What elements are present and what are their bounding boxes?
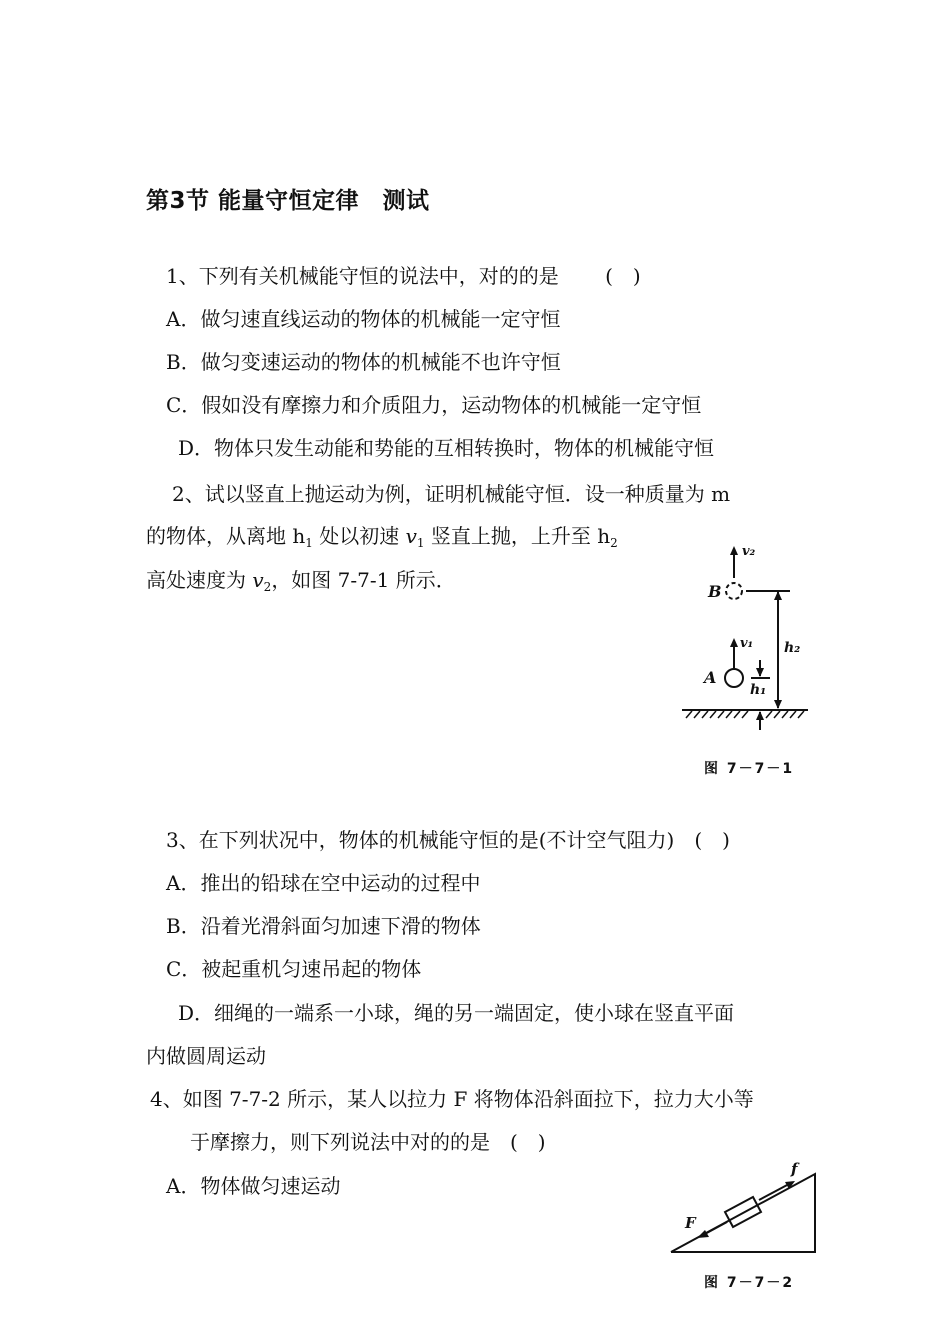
q3-option-d-line-1: D．细绳的一端系一小球，绳的另一端固定，使小球在竖直平面 — [178, 1001, 735, 1025]
q3-stem: 3、在下列状况中，物体的机械能守恒的是(不计空气阻力) ( ) — [166, 828, 730, 852]
figure-7-7-1-caption: 图 7－7－1 — [704, 761, 795, 777]
label-f: f — [791, 1160, 798, 1178]
q3-option-a: A．推出的铅球在空中运动的过程中 — [166, 871, 481, 895]
label-h2: h₂ — [784, 640, 801, 656]
q2-line-3: 高处速度为 $v_2$，如图 7-7-1 所示． — [146, 568, 456, 594]
figure-7-7-2 — [665, 1160, 825, 1260]
q3-option-c: C．被起重机匀速吊起的物体 — [166, 957, 422, 981]
q4-option-a: A．物体做匀速运动 — [166, 1174, 341, 1198]
label-v1: v₁ — [740, 636, 754, 651]
label-A: A — [704, 668, 717, 687]
label-v2: v₂ — [742, 544, 756, 559]
q4-line-1: 4、如图 7-7-2 所示，某人以拉力 F 将物体沿斜面拉下，拉力大小等 — [150, 1087, 754, 1111]
q4-line-2: 于摩擦力，则下列说法中对的的是 ( ) — [190, 1130, 546, 1154]
label-B: B — [708, 582, 722, 601]
page-title: 第3节 能量守恒定律 测试 — [146, 188, 430, 214]
q2-line-1: 2、试以竖直上抛运动为例，证明机械能守恒．设一种质量为 m — [172, 482, 731, 506]
label-F: F — [685, 1214, 696, 1232]
q2-line-2: 的物体，从离地 $h_1$ 处以初速 $v_1$ 竖直上抛，上升至 $h_2$ — [146, 524, 618, 550]
q1-stem: 1、下列有关机械能守恒的说法中，对的的是 ( ) — [166, 264, 641, 288]
figure-7-7-1 — [680, 540, 820, 730]
q3-option-b: B．沿着光滑斜面匀加速下滑的物体 — [166, 914, 481, 938]
q1-option-c: C．假如没有摩擦力和介质阻力，运动物体的机械能一定守恒 — [166, 393, 702, 417]
label-h1: h₁ — [750, 682, 767, 698]
q1-option-b: B．做匀变速运动的物体的机械能不也许守恒 — [166, 350, 561, 374]
q1-option-a: A．做匀速直线运动的物体的机械能一定守恒 — [166, 307, 561, 331]
q3-option-d-line-2: 内做圆周运动 — [146, 1044, 266, 1068]
figure-7-7-2-caption: 图 7－7－2 — [704, 1275, 795, 1291]
q1-option-d: D．物体只发生动能和势能的互相转换时，物体的机械能守恒 — [178, 436, 715, 460]
